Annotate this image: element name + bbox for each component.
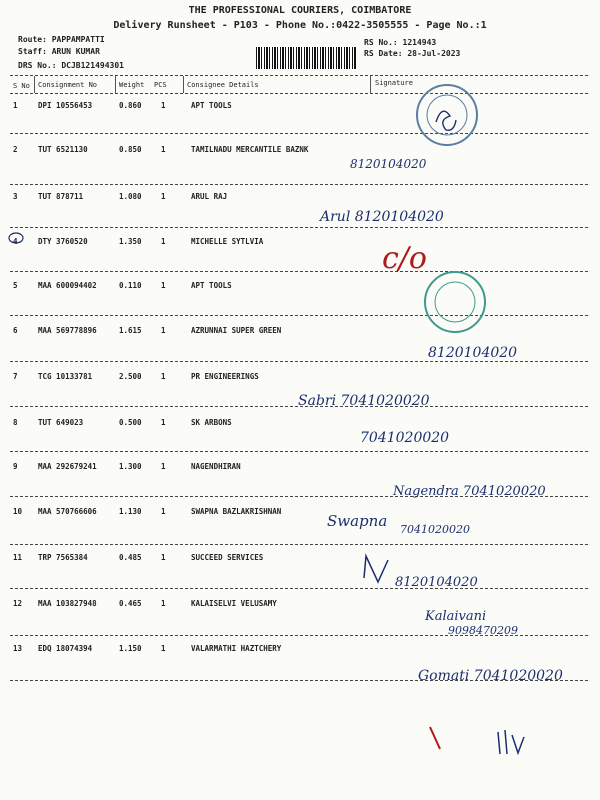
consignment-no: DTY 3760520 bbox=[38, 237, 88, 246]
weight: 1.130 bbox=[119, 507, 142, 516]
pcs: 1 bbox=[161, 507, 166, 516]
col-sno: S No bbox=[13, 82, 30, 90]
pcs: 1 bbox=[161, 326, 166, 335]
sno: 5 bbox=[13, 281, 18, 290]
handwriting-r11: 8120104020 bbox=[395, 575, 478, 590]
consignment-no: MAA 570766606 bbox=[38, 507, 97, 516]
sno: 1 bbox=[13, 101, 18, 110]
sno: 10 bbox=[13, 507, 23, 516]
handwriting-r10-name: Swapna bbox=[327, 512, 388, 530]
rs-date: RS Date: 28-Jul-2023 bbox=[364, 49, 461, 58]
weight: 1.615 bbox=[119, 326, 142, 335]
sno: 9 bbox=[13, 462, 18, 471]
weight: 0.860 bbox=[119, 101, 142, 110]
consignee: MICHELLE SYTLVIA bbox=[191, 237, 264, 246]
consignee: AZRUNNAI SUPER GREEN bbox=[191, 326, 282, 335]
consignee: PR ENGINEERINGS bbox=[191, 372, 259, 381]
route: Route: PAPPAMPATTI bbox=[18, 35, 105, 44]
col-consignment: Consignment No bbox=[38, 81, 98, 89]
sno: 8 bbox=[13, 418, 18, 427]
consignee: APT TOOLS bbox=[191, 281, 232, 290]
weight: 0.110 bbox=[119, 281, 142, 290]
pcs: 1 bbox=[161, 145, 166, 154]
consignment-no: TUT 649023 bbox=[38, 418, 84, 427]
consignee: TAMILNADU MERCANTILE BAZNK bbox=[191, 145, 309, 154]
handwriting-r13: Gomati 7041020020 bbox=[418, 668, 563, 684]
company-title: THE PROFESSIONAL COURIERS, COIMBATORE bbox=[188, 5, 412, 16]
col-pcs: PCS bbox=[154, 81, 167, 89]
row-mark bbox=[9, 233, 23, 243]
sno: 11 bbox=[13, 553, 23, 562]
pcs: 1 bbox=[161, 237, 166, 246]
weight: 1.150 bbox=[119, 644, 142, 653]
consignee: SK ARBONS bbox=[191, 418, 232, 427]
handwriting-r12-phone: 9098470209 bbox=[448, 624, 518, 637]
consignee: SWAPNA BAZLAKRISHNAN bbox=[191, 507, 282, 516]
weight: 1.080 bbox=[119, 192, 142, 201]
sno: 7 bbox=[13, 372, 18, 381]
handwriting-r8: 7041020020 bbox=[360, 430, 450, 446]
consignment-no: DPI 10556453 bbox=[38, 101, 93, 110]
rs-number: RS No.: 1214943 bbox=[364, 38, 437, 47]
consignee: KALAISELVI VELUSAMY bbox=[191, 599, 277, 608]
signature-1 bbox=[436, 111, 456, 130]
weight: 1.300 bbox=[119, 462, 142, 471]
consignee: ARUL RAJ bbox=[191, 192, 228, 201]
consignment-no: TUT 878711 bbox=[38, 192, 84, 201]
handwriting-r9: Nagendra 7041020020 bbox=[393, 484, 546, 499]
consignment-no: MAA 569778896 bbox=[38, 326, 97, 335]
handwriting-r7: Sabri 7041020020 bbox=[298, 393, 430, 409]
staff: Staff: ARUN KUMAR bbox=[18, 47, 100, 56]
consignment-no: MAA 292679241 bbox=[38, 462, 97, 471]
col-consignee: Consignee Details bbox=[187, 81, 259, 89]
pcs: 1 bbox=[161, 101, 166, 110]
handwriting-r12-name: Kalaivani bbox=[425, 609, 487, 624]
col-weight: Weight bbox=[119, 81, 145, 89]
consignment-no: MAA 600094402 bbox=[38, 281, 97, 290]
runsheet-title: Delivery Runsheet - P103 - Phone No.:0422-3505555 - Page No.:1 bbox=[113, 20, 487, 31]
consignment-no: TUT 6521130 bbox=[38, 145, 88, 154]
sno: 4 bbox=[13, 237, 18, 246]
pcs: 1 bbox=[161, 418, 166, 427]
consignment-no: MAA 103827948 bbox=[38, 599, 97, 608]
weight: 0.500 bbox=[119, 418, 142, 427]
pcs: 1 bbox=[161, 372, 166, 381]
pcs: 1 bbox=[161, 553, 166, 562]
weight: 0.465 bbox=[119, 599, 142, 608]
consignment-no: TCG 10133781 bbox=[38, 372, 93, 381]
sno: 3 bbox=[13, 192, 18, 201]
pcs: 1 bbox=[161, 281, 166, 290]
consignee: NAGENDHIRAN bbox=[191, 462, 241, 471]
consignment-no: TRP 7565384 bbox=[38, 553, 88, 562]
weight: 2.500 bbox=[119, 372, 142, 381]
weight: 1.350 bbox=[119, 237, 142, 246]
handwriting-r2: 8120104020 bbox=[350, 157, 427, 171]
col-signature: Signature bbox=[375, 79, 413, 87]
pcs: 1 bbox=[161, 192, 166, 201]
pcs: 1 bbox=[161, 599, 166, 608]
drs-number: DRS No.: DCJB121494301 bbox=[18, 61, 124, 70]
handwriting-r4: c/o bbox=[382, 241, 427, 276]
consignee: APT TOOLS bbox=[191, 101, 232, 110]
red-tick bbox=[430, 727, 440, 749]
consignee: SUCCEED SERVICES bbox=[191, 553, 264, 562]
handwriting-r3: Arul 8120104020 bbox=[320, 209, 444, 225]
blue-tick bbox=[498, 730, 524, 754]
weight: 0.850 bbox=[119, 145, 142, 154]
pcs: 1 bbox=[161, 644, 166, 653]
sno: 2 bbox=[13, 145, 18, 154]
signature-11 bbox=[364, 556, 388, 582]
consignee: VALARMATHI HAZTCHERY bbox=[191, 644, 282, 653]
sno: 12 bbox=[13, 599, 23, 608]
weight: 0.485 bbox=[119, 553, 142, 562]
consignment-no: EDQ 18074394 bbox=[38, 644, 93, 653]
sno: 13 bbox=[13, 644, 23, 653]
company-stamp bbox=[425, 272, 485, 332]
pcs: 1 bbox=[161, 462, 166, 471]
handwriting-r10-phone: 7041020020 bbox=[400, 523, 470, 536]
sno: 6 bbox=[13, 326, 18, 335]
company-stamp bbox=[417, 85, 477, 145]
handwriting-r6: 8120104020 bbox=[428, 345, 518, 361]
